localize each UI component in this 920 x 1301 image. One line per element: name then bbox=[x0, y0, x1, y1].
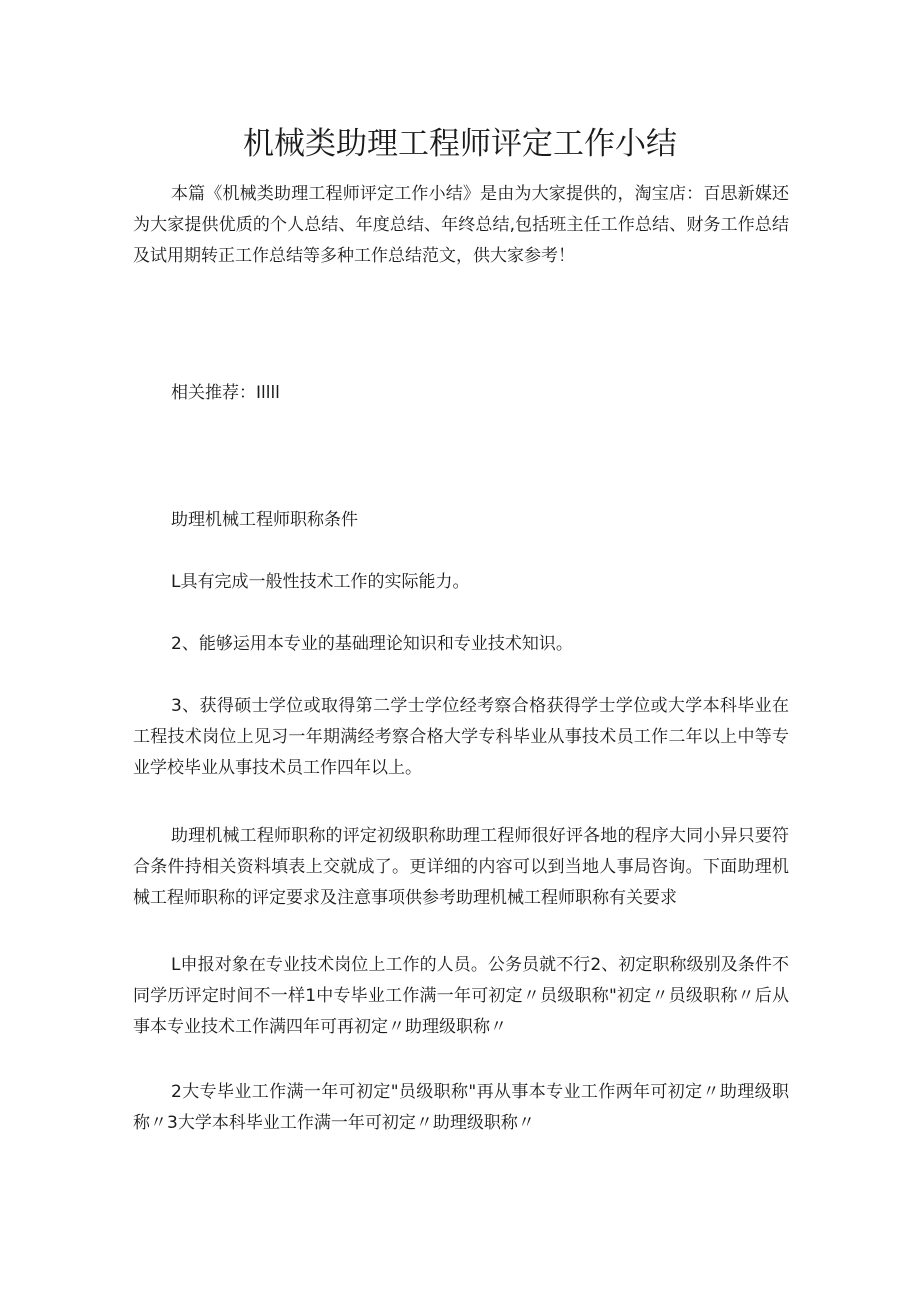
body-paragraph-1: 助理机械工程师职称的评定初级职称助理工程师很好评各地的程序大同小异只要符合条件持相关资料填表上交就成了。更详细的内容可以到当地人事局咨询。下面助理机械工程师职称的评定要求及注意事项供参考助理机械工程师职称有关要求 bbox=[133, 826, 789, 908]
condition-item-3: 3、获得硕士学位或取得第二学士学位经考察合格获得学士学位或大学本科毕业在工程技术岗位上见习一年期满经考察合格大学专科毕业从事技术员工作二年以上中等专业学校毕业从事技术员工作四年以上。 bbox=[133, 696, 789, 778]
intro-paragraph: 本篇《机械类助理工程师评定工作小结》是由为大家提供的，淘宝店：百思新媒还为大家提供优质的个人总结、年度总结、年终总结,包括班主任工作总结、财务工作总结及试用期转正工作总结等多种工作总结范文，供大家参考！ bbox=[133, 184, 789, 266]
document-title: 机械类助理工程师评定工作小结 bbox=[243, 126, 677, 162]
related-recommendation: 相关推荐：Illll bbox=[171, 383, 280, 403]
section-heading: 助理机械工程师职称条件 bbox=[171, 510, 358, 530]
body-paragraph-2: L申报对象在专业技术岗位上工作的人员。公务员就不行2、初定职称级别及条件不同学历评定时间不一样1中专毕业工作满一年可初定〃员级职称"初定〃员级职称〃后从事本专业技术工作满四年可再初定〃助理级职称〃 bbox=[133, 955, 789, 1037]
condition-item-2: 2、能够运用本专业的基础理论知识和专业技术知识。 bbox=[171, 634, 573, 654]
condition-item-1: L具有完成一般性技术工作的实际能力。 bbox=[171, 572, 470, 592]
body-paragraph-3: 2大专毕业工作满一年可初定"员级职称"再从事本专业工作两年可初定〃助理级职称〃3大学本科毕业工作满一年可初定〃助理级职称〃 bbox=[133, 1082, 789, 1133]
